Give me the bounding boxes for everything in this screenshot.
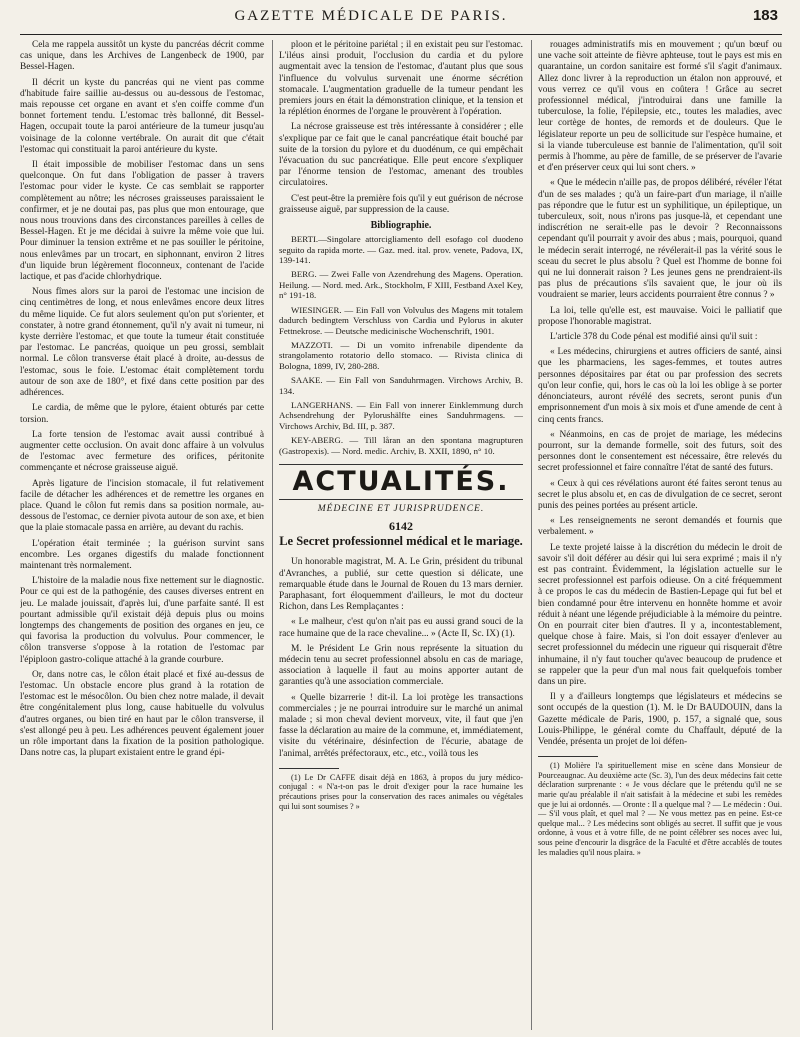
paragraph: Il décrit un kyste du pancréas qui ne vient pas comme d'habitude faire saillie au-dessus ou au-dessous de l'estomac, mais repousse cet organe en avant et s'en coiffe comme d'un bonnet fortement tendu. L'estomac très ballonné, dit Bessel-Hagen, occupait toute la paroi antérieure de la tumeur jusqu'au voisinage de la colonne vertébrale. On aurait dit que c'était l'estomac qui constituait la paroi antérieure du kyste.: [20, 77, 264, 155]
bibliography-entry: KEY-ABERG. — Till låran an den spontana magrupturen (Gastropexis). — Nord. medic. Archiv, B. XXII, 1890, n° 10.: [279, 435, 523, 456]
column-divider: [531, 40, 532, 1030]
footnote: (1) Molière l'a spirituellement mise en scène dans Monsieur de Pourceaugnac. Au deuxième acte (Sc. 3), l'un des deux médecins fait cette déclaration surprenante : « Je vous déclare que le prétendu qu'il ne se marie qu'au préalable il n'ait satisfait à la médecine et subi les remèdes que je lui ai ordonnés. — Oronte : Il a quelque mal ? — Le médecin : Oui. — S'il vous plaît, et quel mal ? — Ne vous mettez pas en peine. Est-ce quelque mal... ? Les médecins sont obligés au secret. Il suffit que je vous ordonne, à vous et à votre fille, de ne point célébrer ses noces avec lui, sous peine d'encourir la disgrâce de la Faculté et d'être accablés de toutes les maladies qu'il nous plaira. »: [538, 761, 782, 857]
column-3: [538, 40, 782, 1030]
footnote-divider: [538, 756, 598, 757]
paragraph: Il était impossible de mobiliser l'estomac dans un sens quelconque. On fut dans l'obligation de passer à travers l'estomac pour vider le kyste. Ce cas semblait se rapporter complètement au nôtre; les nécroses graisseuses paraissaient le confirmer, et je ne doutai pas, pas plus que mon entourage, que nous nous trouvions dans des circonstances pareilles à celles de Bessel-Hagen. Et je me décidai à suivre la même voie que lui. Pour diminuer la tension extrême et ne pas souiller le péritoine, nous enlevâmes par un trocart, en siphonnant, environ 2 litres d'un liquide brun légèrement floconneux, contenant de l'acide lactique, et pas d'acide chlorhydrique.: [20, 160, 264, 283]
paragraph: La forte tension de l'estomac avait aussi contribué à augmenter cette occlusion. On avait donc affaire à un volvulus de l'estomac avec fermeture des orifices, péritonite commençante et nécrose graisseuse aiguë.: [20, 429, 264, 474]
paragraph: Cela me rappela aussitôt un kyste du pancréas décrit comme cas unique, dans les Archives de Langenbeck de 1900, par Bessel-Hagen.: [20, 40, 264, 73]
paragraph: Il y a d'ailleurs longtemps que législateurs et médecins se sont occupés de la question (1). M. le Dr BAUDOUIN, dans la Gazette médicale de Paris, 1900, p. 157, a signalé que, sous Louis-Philippe, le général comte du Chaffault, député de la Vendée, présenta un projet de loi défen-: [538, 692, 782, 747]
paragraph: La loi, telle qu'elle est, est mauvaise. Voici le palliatif que propose l'honorable magistrat.: [538, 305, 782, 327]
article-body: [279, 557, 523, 759]
footnote-divider: [279, 768, 339, 769]
paragraph: « Les médecins, chirurgiens et autres officiers de santé, ainsi que les pharmaciens, les sages-femmes, et toutes autres personnes dépositaires par état ou par profession des secrets qu'on leur confie, qui, hors le cas où la loi les oblige à se porter dénonciateurs, auront révélé des secrets, seront punis d'un emprisonnement d'un mois à six mois et d'une amende de cent à cinq cents francs.: [538, 347, 782, 425]
column-2: [279, 40, 523, 1030]
paragraph: ploon et le péritoine pariétal ; il en existait peu sur l'estomac. L'iléus ainsi produit, l'occlusion du cardia et du pylore augmentait avec la tension de l'estomac, d'autant plus que sous l'influence du volvulus survenait une énorme sécrétion stomacale. L'augmentation graduelle de la tumeur pendant les premiers jours en était la démonstration clinique, et la tension et la réplétion énormes de l'organe le prouvèrent à l'opération.: [279, 40, 523, 118]
bibliography-entry: WIESINGER. — Ein Fall von Volvulus des Magens mit totalem dadurch bedingtem Verschluss von Cardia und Pylorus in akuter Fettnekrose. — Deutsche medicinische Wochenschrift, 1901.: [279, 304, 523, 336]
paragraph: Un honorable magistrat, M. A. Le Grin, président du tribunal d'Avranches, a publié, sur cette question si délicate, une remarquable étude dans le Journal de Rouen du 13 mars dernier. Paraphasant, fort éloquemment d'ailleurs, le mot du docteur Richon, dans Les Remplaçantes :: [279, 557, 523, 613]
paragraph: L'opération était terminée ; la guérison survint sans encombre. Les organes digestifs du malade fonctionnent maintenant très normalement.: [20, 538, 264, 571]
page-number: 183: [752, 7, 778, 24]
paragraph: Or, dans notre cas, le côlon était placé et fixé au-dessus de l'estomac. Un obstacle encore plus grand à la rotation de l'estomac est le mésocôlon. Ou bien chez notre malade, il devait être congénitalement plus long, cause habituelle du volvulus d'autres organes, ou bien tiré en haut par le côlon transverse, il s'est allongé peu à peu. Les adhérences peuvent également jouer un rôle important dans la fixation de la position pathologique. Dans notre cas, la plupart existaient entre le grand épi-: [20, 669, 264, 759]
paragraph: « Ceux à qui ces révélations auront été faites seront tenus au secret le plus absolu et, en cas de divulgation de ce secret, seront punis des peines portées au présent article.: [538, 478, 782, 511]
paragraph: L'article 378 du Code pénal est modifié ainsi qu'il suit :: [550, 332, 758, 343]
bibliography-entry: SAAKE. — Ein Fall von Sanduhrmagen. Virchows Archiv, B. 134.: [279, 375, 523, 396]
case-conclusion: [279, 40, 523, 216]
columns: [20, 40, 782, 1030]
paragraph: « Quelle bizarrerie ! dit-il. La loi protège les transactions commerciales ; je ne pourrai introduire sur le marché un animal malade ; si mon cheval devient morveux, vite, il faut que j'en fasse la déclaration au maire de la commune, et, immédiatement, visite du vétérinaire, désinfection de l'écurie, abatage de l'animal, arrêtés préfectoraux, etc., etc., voilà tous les: [279, 692, 523, 759]
paragraph: C'est peut-être la première fois qu'il y eut guérison de nécrose graisseuse aiguë, par suppression de la cause.: [279, 193, 523, 215]
journal-title: GAZETTE MÉDICALE DE PARIS.: [234, 8, 508, 24]
bibliography-entry: BERTI.—Singolare attorcigliamento dell esofago col duodeno seguito da rapida morte. — Gaz. med. ital. prov. venete, Padova, IX, 139-141.: [279, 234, 523, 266]
paragraph: La nécrose graisseuse est très intéressante à considérer ; elle s'explique par ce fait que le canal pancréatique était bouché par suite de la torsion du pylore et du duodénum, ce qui empêchait l'évacuation du suc pancréatique. Elle peut encore s'expliquer par l'énorme tension de l'estomac, amenant des troubles circulatoires.: [279, 122, 523, 189]
paragraph: M. le Président Le Grin nous représente la situation du médecin tenu au secret professionnel absolu en cas de mariage, association à laquelle il faut au moins apporter autant de garanties qu'à une association commerciale.: [279, 643, 523, 688]
paragraph: « Les renseignements ne seront demandés et fournis que verbalement. »: [538, 516, 782, 538]
paragraph: L'histoire de la maladie nous fixe nettement sur le diagnostic. Pour ce qui est de la pathogénie, des causes diverses entrent en jeu. Le malade jouissait, d'après lui, d'une parfaite santé. Il est pourtant admissible qu'il existait déjà depuis plus ou moins longtemps des changements de position des organes en jeu, ce qui favorisa la production du volvulus. Pour commencer, le côlon transverse s'oppose à la rotation de l'estomac par l'épiploon gastro-colique attaché à la grande courbure.: [20, 576, 264, 665]
bibliography-entry: BERG. — Zwei Falle von Azendrehung des Magens. Operation. Heilung. — Nord. med. Ark., Stockholm, F XIII, Festband Axel Key, n° 191-18.: [279, 269, 523, 301]
paragraph: « Que le médecin n'aille pas, de propos délibéré, révéler l'état d'un de ses malades ; qu'à un faire-part d'un mariage, il n'aille pas répondre que le futur est un syphilitique, un épileptique, un tuberculeux, soit, nous n'irons pas jusque-là, et cependant une indiscrétion ne serait-elle pas le devoir ? Reconnaissons cependant qu'il pourrait y avoir des abus ; mais, pourquoi, quand le médecin serait interrogé, ne révélerait-il pas la vérité sous le sceau du secret le plus absolu ? Quel est l'homme de bonne foi qui ne lui donnerait raison ? Les jeunes gens ne prendraient-ils pas plus de précautions s'ils savaient que, le jour où ils voudraient se marier, leurs accidents pourraient être connus ? »: [538, 178, 782, 301]
paragraph: rouages administratifs mis en mouvement ; qu'un bœuf ou une vache soit atteinte de fièvre aphteuse, tout le pays est mis en quarantaine, un cordon sanitaire est formé s'il s'agit d'animaux. Allez donc livrer à la reproduction un étalon non approuvé, et vous verrez ce qu'il vous en coûtera ! Grâce au secret professionnel médical, j'introduirai dans une famille la tuberculose, la folie, l'épilepsie, etc., toutes les maladies, avec leur cortège de hontes, de remords et de douleurs. Que le législateur reporte un peu de sollicitude sur l'espèce humaine, et si la viande tuberculeuse est bannie de l'alimentation, qu'il soit permis à l'homme, au père de famille, de se préserver de l'avarie et d'en préserver ceux qui lui sont chers. »: [538, 40, 782, 174]
section-subtitle: MÉDECINE ET JURISPRUDENCE.: [317, 503, 485, 514]
bibliography-entry: MAZZOTI. — Di un vomito infrenabile dipendente da strangolamento rotatorio dello stomaco. — Rivista clinica di Bologna, 1899, IV, 280-288.: [279, 339, 523, 371]
section-banner: ACTUALITÉS.: [279, 464, 523, 500]
paragraph: Après ligature de l'incision stomacale, il fut relativement facile de détacher les adhérences et de remettre les organes en place. Quand le côlon fut remis dans sa position normale, au-dessous de l'estomac, ce dernier pivota autour de son axe, et bien que la plaie stomacale passa en arrière, au devant du rachis.: [20, 478, 264, 534]
bibliography-title: Bibliographie.: [370, 220, 432, 232]
bibliography-list: [279, 234, 523, 456]
page-header: [20, 4, 782, 35]
paragraph: « Néanmoins, en cas de projet de mariage, les médecins pourront, sur la demande formelle, soit des futurs, soit des personnes dont le consentement est nécessaire, être relevés du secret professionnel et faire connaître l'état de santé des futurs.: [538, 429, 782, 474]
paragraph: Le texte projeté laisse à la discrétion du médecin le droit de savoir s'il doit déférer au désir qui lui sera exprimé ; mais il n'y est pas contraint. Évidemment, la législation actuelle sur le secret professionnel est parfois odieuse. On a cité fréquemment à ce propos le cas du médecin de Bastien-Lepage qui fut bel et bien condamné pour être intervenu en honnête homme et avoir réduit à néant une légende préjudiciable à la mémoire du peintre. On en pourrait citer bien d'autres. Il y a, incontestablement, quelque chose à faire. Mais, si l'on doit essayer d'enlever au secret professionnel du médecin une rigueur qui risquerait d'être inhumaine, il n'y faut toucher qu'avec beaucoup de prudence et se rappeler que la peur d'un mal nous fait quelquefois tomber dans un pire.: [538, 542, 782, 687]
paragraph: Le cardia, de même que le pylore, étaient obturés par cette torsion.: [20, 403, 264, 425]
column-divider: [272, 40, 273, 1030]
bibliography-entry: LANGERHANS. — Ein Fall von innerer Einklemmung durch Achsendrehung der Pylorushälfte eines Sanduhrmagens. — Virchows Archiv, Bd. III, p. 387.: [279, 399, 523, 431]
footnote: (1) Le Dr CAFFE disait déjà en 1863, à propos du jury médico-conjugal : « N'a-t-on pas le droit d'exiger pour la race humaine les précautions prises pour la conservation des races animales ou végétales qui lui sont soumises ? »: [279, 772, 523, 811]
article-number: 6142: [389, 519, 413, 534]
article-title: Le Secret professionnel médical et le mariage.: [279, 534, 523, 549]
paragraph: « Le malheur, c'est qu'on n'ait pas eu aussi grand souci de la race humaine que de la race chevaline... » (Acte II, Sc. IX) (1).: [279, 617, 523, 639]
newspaper-page: [20, 4, 782, 1032]
column-1: [20, 40, 264, 1030]
article-continuation: [538, 40, 782, 748]
paragraph: Nous fîmes alors sur la paroi de l'estomac une incision de cinq centimètres de long, et nous enlevâmes encore deux litres du même liquide. Ce fut alors seulement qu'on put s'orienter, et constater, à notre grand étonnement, qu'il n'y avait ni tumeur, ni kyste derrière l'estomac, et que toute la tumeur était constituée par l'estomac. Le pancréas, quoique un peu grossi, semblait normal. Le côlon transverse était placé à droite, au-dessus de l'estomac, sous le foie. L'estomac était complètement tordu autour de son axe de 180°, et fixé dans cette position par des adhérences.: [20, 287, 264, 399]
